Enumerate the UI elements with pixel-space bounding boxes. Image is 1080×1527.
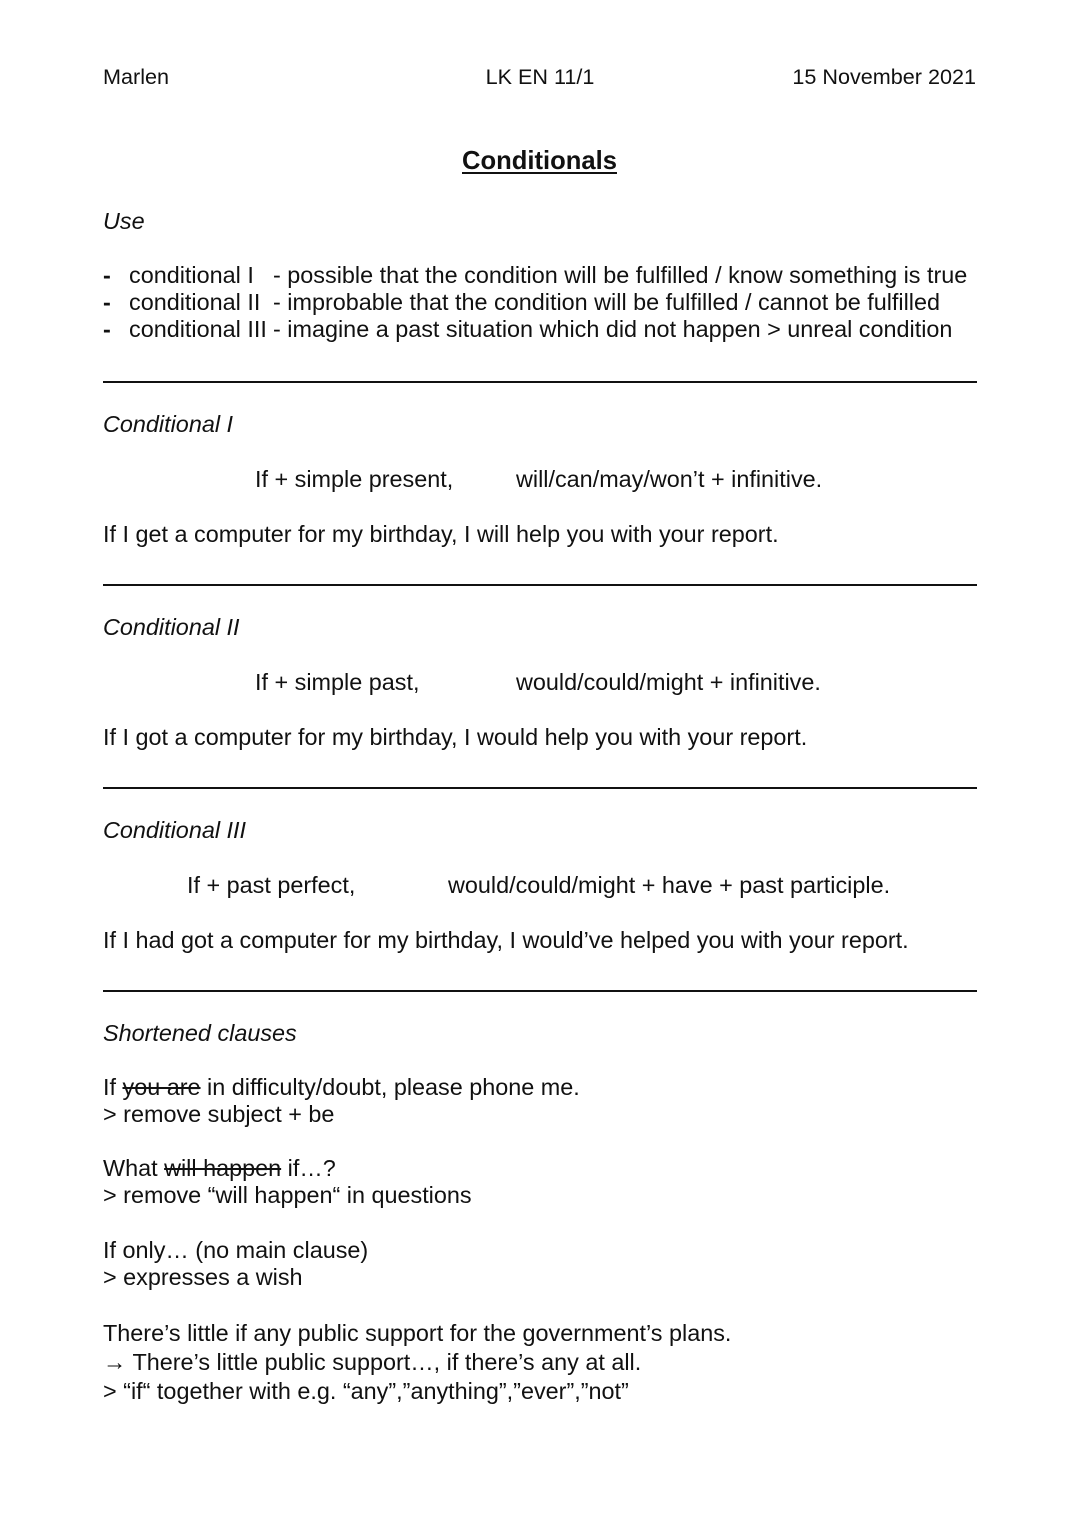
rule-note: > remove subject + be	[103, 1101, 335, 1127]
document-date: 15 November 2021	[792, 64, 976, 89]
use-item-label: conditional III	[129, 316, 267, 342]
page-title: Conditionals	[462, 147, 617, 175]
conditional-3-heading: Conditional III	[103, 817, 247, 843]
shortened-clauses-heading: Shortened clauses	[103, 1020, 297, 1046]
course-code: LK EN 11/1	[485, 64, 595, 89]
section-divider	[103, 990, 977, 992]
if-clause-formula: If + past perfect,	[187, 872, 356, 898]
example-sentence: If only… (no main clause)	[103, 1237, 369, 1263]
section-divider	[103, 381, 977, 383]
conditional-2-example: If I got a computer for my birthday, I would help you with your report.	[103, 724, 808, 750]
conditional-2-heading: Conditional II	[103, 614, 240, 640]
main-clause-formula: would/could/might + have + past participle.	[448, 872, 891, 898]
main-clause-formula: will/can/may/won’t + infinitive.	[516, 466, 823, 492]
conditional-1-heading: Conditional I	[103, 411, 234, 437]
use-item-description: - possible that the condition will be fulfilled / know something is true	[273, 262, 968, 288]
use-heading: Use	[103, 208, 145, 234]
use-item-description: - imagine a past situation which did not happen > unreal condition	[273, 316, 953, 342]
shortened-subject-be	[103, 1074, 580, 1128]
use-item-label: conditional I	[129, 262, 254, 288]
use-list	[103, 262, 967, 343]
sentence-start: What	[103, 1155, 165, 1181]
use-item-conditional-2	[103, 289, 967, 316]
paraphrase-line: → There’s little public support…, if there’s any at all.	[103, 1349, 642, 1375]
author-name: Marlen	[103, 64, 170, 89]
rule-note: > “if“ together with e.g. “any”,”anything”,”ever”,”not”	[103, 1378, 629, 1404]
example-sentence: There’s little if any public support for the government’s plans.	[103, 1320, 732, 1346]
use-item-conditional-3	[103, 316, 967, 343]
main-clause-formula: would/could/might + infinitive.	[516, 669, 821, 695]
use-item-label: conditional II	[129, 289, 261, 315]
rule-note: > remove “will happen“ in questions	[103, 1182, 472, 1208]
conditional-3-example: If I had got a computer for my birthday, I would’ve helped you with your report.	[103, 927, 909, 953]
section-divider	[103, 787, 977, 789]
struck-words: you are	[122, 1074, 201, 1100]
conditional-2-formula	[0, 668, 1080, 696]
shortened-will-happen	[103, 1155, 472, 1209]
sentence-start: If	[103, 1074, 123, 1100]
sentence-rest: in difficulty/doubt, please phone me.	[200, 1074, 580, 1100]
if-clause-formula: If + simple present,	[255, 466, 454, 492]
sentence-rest: if…?	[281, 1155, 336, 1181]
bullet-dash: -	[103, 262, 111, 288]
struck-words: will happen	[164, 1155, 282, 1181]
conditional-3-formula	[0, 871, 1080, 899]
bullet-dash: -	[103, 316, 111, 342]
example-sentence	[103, 1155, 472, 1182]
example-sentence	[103, 1074, 580, 1101]
bullet-dash: -	[103, 289, 111, 315]
shortened-if-only	[103, 1237, 368, 1291]
shortened-if-any	[103, 1319, 731, 1406]
conditional-1-formula	[0, 465, 1080, 493]
rule-note: > expresses a wish	[103, 1264, 303, 1290]
conditional-1-example: If I get a computer for my birthday, I will help you with your report.	[103, 521, 779, 547]
use-item-conditional-1	[103, 262, 967, 289]
use-item-description: - improbable that the condition will be fulfilled / cannot be fulfilled	[273, 289, 941, 315]
if-clause-formula: If + simple past,	[255, 669, 420, 695]
section-divider	[103, 584, 977, 586]
